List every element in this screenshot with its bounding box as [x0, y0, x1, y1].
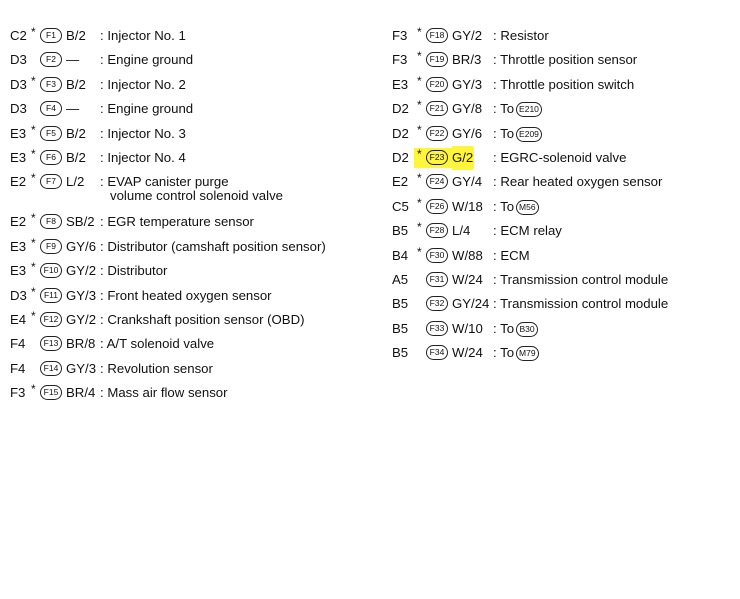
wire-spec: L/2 — [66, 174, 85, 190]
connector-description — [100, 308, 305, 332]
connector-icon: F34 — [426, 345, 448, 360]
wire-spec: GY/6 — [66, 238, 97, 254]
wire-spec: L/4 — [452, 223, 471, 239]
separator: : — [493, 149, 497, 165]
left-connector-list — [10, 24, 385, 405]
description-text: Front heated oxygen sensor — [107, 287, 272, 303]
asterisk-mark: * — [31, 171, 36, 186]
separator: : — [493, 76, 497, 92]
connector-icon: F33 — [426, 321, 448, 336]
grid-reference: E3 — [10, 125, 27, 141]
target-connector-icon: B30 — [516, 322, 538, 337]
connector-row — [10, 48, 385, 72]
asterisk-mark: * — [417, 171, 422, 186]
grid-reference: E3 — [10, 149, 27, 165]
connector-icon: F19 — [426, 52, 448, 67]
asterisk-mark: * — [31, 382, 36, 397]
connector-row — [392, 292, 732, 316]
separator: : — [493, 101, 497, 117]
asterisk-mark: * — [31, 25, 36, 39]
connector-row — [392, 97, 732, 121]
connector-row — [10, 235, 385, 259]
wire-spec: GY/3 — [66, 287, 97, 303]
wire-spec: W/24 — [452, 345, 483, 361]
description-text: To — [500, 320, 515, 336]
asterisk-mark: * — [31, 308, 36, 323]
connector-description — [100, 24, 186, 48]
connector-description — [100, 259, 167, 283]
grid-reference: E4 — [10, 311, 27, 327]
connector-icon: F5 — [40, 126, 62, 141]
connector-icon: F2 — [40, 52, 62, 67]
description-text: Injector No. 3 — [107, 125, 186, 141]
connector-icon: F22 — [426, 126, 448, 141]
connector-description — [493, 48, 637, 72]
connector-description — [493, 122, 542, 146]
connector-icon: F28 — [426, 223, 448, 238]
grid-reference: E3 — [392, 76, 409, 92]
connector-description — [100, 48, 193, 72]
connector-icon: F3 — [40, 77, 62, 92]
connector-row — [10, 97, 385, 121]
separator: : — [100, 101, 104, 117]
description-text: Rear heated oxygen sensor — [500, 174, 663, 190]
separator: : — [100, 214, 104, 230]
asterisk-mark: * — [417, 220, 422, 235]
right-connector-list — [392, 24, 732, 365]
connector-description — [100, 146, 186, 170]
wire-spec: BR/8 — [66, 336, 96, 352]
description-text: Revolution sensor — [107, 360, 213, 376]
wire-spec: GY/4 — [452, 174, 483, 190]
grid-reference: C2 — [10, 28, 27, 43]
description-text: To — [500, 198, 515, 214]
grid-reference: D2 — [392, 101, 409, 117]
connector-row — [392, 244, 732, 268]
asterisk-mark: * — [417, 98, 422, 113]
description-text: ECM relay — [500, 223, 562, 239]
separator: : — [100, 174, 104, 190]
connector-row — [10, 24, 385, 48]
wire-spec: GY/2 — [66, 311, 97, 327]
description-text: Engine ground — [107, 52, 194, 68]
wire-spec: — — [66, 52, 80, 68]
connector-icon: F15 — [40, 385, 62, 400]
target-connector-icon: E209 — [516, 127, 542, 142]
connector-row — [392, 73, 732, 97]
separator: : — [493, 28, 497, 43]
connector-row — [10, 259, 385, 283]
connector-row — [392, 219, 732, 243]
wire-spec: BR/4 — [66, 385, 96, 401]
asterisk-mark: * — [31, 146, 36, 161]
connector-icon: F13 — [40, 336, 62, 351]
connector-row — [392, 195, 732, 219]
connector-icon: F1 — [40, 28, 62, 43]
grid-reference: B5 — [392, 320, 409, 336]
separator: : — [493, 198, 497, 214]
connector-row — [10, 381, 385, 405]
connector-row — [392, 122, 732, 146]
grid-reference: E2 — [392, 174, 409, 190]
connector-icon: F30 — [426, 248, 448, 263]
grid-reference: C5 — [392, 198, 409, 214]
connector-row — [392, 48, 732, 72]
description-text: Throttle position sensor — [500, 52, 638, 68]
asterisk-mark: * — [31, 122, 36, 137]
wire-spec: G/2 — [452, 146, 473, 170]
connector-icon: F21 — [426, 101, 448, 116]
wire-spec: B/2 — [66, 28, 86, 43]
grid-reference: E2 — [10, 174, 27, 190]
connector-icon: F4 — [40, 101, 62, 116]
grid-reference: B5 — [392, 223, 409, 239]
asterisk-mark: * — [417, 73, 422, 88]
grid-reference: B5 — [392, 345, 409, 361]
description-text: Transmission control module — [500, 296, 669, 312]
connector-row — [10, 146, 385, 170]
connector-row — [10, 73, 385, 97]
asterisk-mark: * — [31, 260, 36, 275]
wire-spec: GY/8 — [452, 101, 483, 117]
wire-spec: B/2 — [66, 125, 86, 141]
separator: : — [100, 76, 104, 92]
separator: : — [100, 287, 104, 303]
separator: : — [100, 336, 104, 352]
connector-row — [10, 284, 385, 308]
description-text: Distributor — [107, 263, 168, 279]
connector-description — [493, 244, 530, 268]
description-text: To — [500, 101, 515, 117]
target-connector-icon: M56 — [516, 200, 539, 215]
separator: : — [493, 296, 497, 312]
target-connector-icon: M79 — [516, 346, 539, 361]
separator: : — [100, 28, 104, 43]
wire-spec: GY/6 — [452, 125, 483, 141]
description-text: Distributor (camshaft position sensor) — [107, 238, 326, 254]
connector-icon: F18 — [426, 28, 448, 43]
separator: : — [100, 311, 104, 327]
connector-description — [100, 332, 214, 356]
connector-description — [493, 195, 539, 219]
connector-icon: F11 — [40, 288, 62, 303]
connector-icon: F6 — [40, 150, 62, 165]
asterisk-mark: * — [31, 284, 36, 299]
connector-row — [10, 332, 385, 356]
grid-reference: D2 — [392, 149, 409, 165]
grid-reference: E3 — [10, 238, 27, 254]
connector-icon: F9 — [40, 239, 62, 254]
connector-description — [100, 381, 228, 405]
connector-row — [392, 24, 732, 48]
connector-icon: F26 — [426, 199, 448, 214]
description-text: EVAP canister purge — [107, 174, 229, 190]
wire-spec: B/2 — [66, 76, 86, 92]
connector-description — [100, 73, 186, 97]
description-text: Mass air flow sensor — [107, 385, 228, 401]
connector-row — [10, 308, 385, 332]
asterisk-mark: * — [417, 122, 422, 137]
description-text-line2: volume control solenoid valve — [110, 188, 283, 204]
grid-reference: D3 — [10, 287, 27, 303]
grid-reference: F3 — [392, 28, 408, 43]
separator: : — [100, 52, 104, 68]
separator: : — [100, 385, 104, 401]
grid-reference: B5 — [392, 296, 409, 312]
connector-row — [392, 146, 732, 170]
connector-row — [392, 341, 732, 365]
connector-icon: F24 — [426, 174, 448, 189]
grid-reference: D3 — [10, 101, 27, 117]
wire-spec: BR/3 — [452, 52, 482, 68]
wire-spec: GY/24 — [452, 296, 490, 312]
connector-row — [10, 357, 385, 381]
grid-reference: E2 — [10, 214, 27, 230]
wire-spec: SB/2 — [66, 214, 95, 230]
grid-reference: F4 — [10, 336, 26, 352]
connector-description — [100, 122, 186, 146]
connector-row — [392, 170, 732, 194]
description-text: Injector No. 4 — [107, 149, 186, 165]
description-text: Engine ground — [107, 101, 194, 117]
connector-description — [100, 97, 193, 121]
separator: : — [493, 345, 497, 361]
grid-reference: D3 — [10, 76, 27, 92]
connector-description — [100, 210, 254, 234]
wire-spec: GY/2 — [452, 28, 483, 43]
connector-description — [493, 219, 562, 243]
wire-spec: W/10 — [452, 320, 483, 336]
separator: : — [100, 125, 104, 141]
asterisk-mark: * — [31, 211, 36, 226]
separator: : — [100, 238, 104, 254]
connector-icon: F7 — [40, 174, 62, 189]
description-text: EGR temperature sensor — [107, 214, 254, 230]
connector-description — [100, 235, 326, 259]
separator: : — [493, 174, 497, 190]
connector-row — [10, 210, 385, 234]
grid-reference: B4 — [392, 247, 409, 263]
separator: : — [493, 247, 497, 263]
connector-description — [493, 317, 538, 341]
connector-description — [493, 97, 542, 121]
asterisk-mark: * — [417, 146, 422, 161]
connector-description — [493, 268, 668, 292]
connector-description — [100, 357, 213, 381]
connector-description — [493, 146, 626, 170]
wire-spec: B/2 — [66, 149, 86, 165]
description-text: EGRC-solenoid valve — [500, 149, 627, 165]
description-text: ECM — [500, 247, 530, 263]
description-text: Crankshaft position sensor (OBD) — [107, 311, 305, 327]
wire-spec: W/18 — [452, 198, 483, 214]
separator: : — [493, 223, 497, 239]
wire-spec: GY/2 — [66, 263, 97, 279]
connector-icon: F14 — [40, 361, 62, 376]
asterisk-mark: * — [31, 73, 36, 88]
description-text: To — [500, 125, 515, 141]
connector-description — [100, 170, 283, 204]
connector-row — [392, 268, 732, 292]
connector-row — [392, 317, 732, 341]
asterisk-mark: * — [417, 49, 422, 64]
separator: : — [493, 320, 497, 336]
description-text: Resistor — [500, 28, 549, 43]
connector-icon: F20 — [426, 77, 448, 92]
wire-spec: W/88 — [452, 247, 483, 263]
separator: : — [100, 360, 104, 376]
connector-description — [493, 24, 549, 48]
separator: : — [493, 125, 497, 141]
separator: : — [493, 52, 497, 68]
asterisk-mark: * — [31, 235, 36, 250]
description-text: Injector No. 2 — [107, 76, 186, 92]
asterisk-mark: * — [417, 195, 422, 210]
wire-spec: — — [66, 101, 80, 117]
asterisk-mark: * — [417, 244, 422, 259]
asterisk-mark: * — [417, 25, 422, 39]
connector-description — [493, 73, 634, 97]
grid-reference: D3 — [10, 52, 27, 68]
connector-icon: F23 — [426, 150, 448, 165]
connector-icon: F32 — [426, 296, 448, 311]
description-text: Injector No. 1 — [107, 28, 186, 43]
grid-reference: D2 — [392, 125, 409, 141]
wire-spec: GY/3 — [66, 360, 97, 376]
separator: : — [100, 149, 104, 165]
connector-description — [493, 292, 668, 316]
description-text: Transmission control module — [500, 271, 669, 287]
connector-icon: F12 — [40, 312, 62, 327]
grid-reference: A5 — [392, 271, 409, 287]
description-text: To — [500, 345, 515, 361]
description-text: A/T solenoid valve — [106, 336, 215, 352]
connector-icon: F10 — [40, 263, 62, 278]
connector-row — [10, 170, 385, 210]
separator: : — [493, 271, 497, 287]
wire-spec: W/24 — [452, 271, 483, 287]
connector-description — [100, 284, 272, 308]
separator: : — [100, 263, 104, 279]
connector-row — [10, 122, 385, 146]
wire-spec: GY/3 — [452, 76, 483, 92]
target-connector-icon: E210 — [516, 102, 542, 117]
connector-icon: F31 — [426, 272, 448, 287]
connector-description — [493, 170, 662, 194]
grid-reference: E3 — [10, 263, 27, 279]
grid-reference: F3 — [392, 52, 408, 68]
connector-description — [493, 341, 539, 365]
grid-reference: F4 — [10, 360, 26, 376]
connector-icon: F8 — [40, 214, 62, 229]
grid-reference: F3 — [10, 385, 26, 401]
description-text: Throttle position switch — [500, 76, 635, 92]
